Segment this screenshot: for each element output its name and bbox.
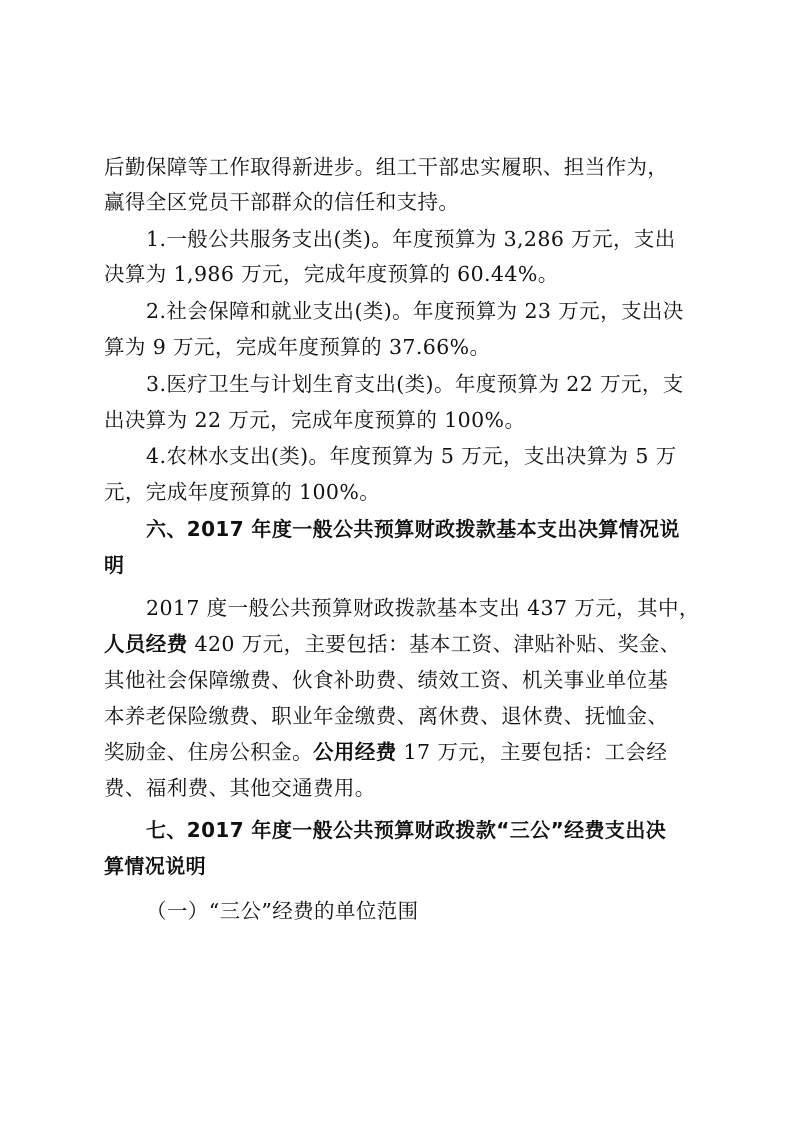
subsection-heading: （一）“三公”经费的单位范围 — [146, 899, 419, 923]
paragraph-line — [104, 630, 681, 658]
paragraph-line — [104, 738, 667, 766]
item-3-line: 3.医疗卫生与计划生育支出(类)。年度预算为 22 万元，支 — [146, 372, 684, 396]
item-4-line: 元，完成年度预算的 100%。 — [104, 480, 381, 504]
personnel-expense-term: 人员经费 — [104, 632, 188, 656]
item-3-line: 出决算为 22 万元，完成年度预算的 100%。 — [104, 408, 526, 432]
item-4-line: 4.农林水支出(类)。年度预算为 5 万元，支出决算为 5 万 — [146, 444, 677, 468]
paragraph-line: 其他社会保障缴费、伙食补助费、绩效工资、机关事业单位基 — [104, 668, 669, 692]
paragraph-text: 17 万元，主要包括：工会经 — [396, 740, 668, 764]
item-2-line: 2.社会保障和就业支出(类)。年度预算为 23 万元，支出决 — [146, 299, 684, 323]
section-heading-6-cont: 明 — [104, 553, 125, 577]
section-heading-6: 六、2017 年度一般公共预算财政拨款基本支出决算情况说 — [146, 517, 680, 541]
paragraph-line: 后勤保障等工作取得新进步。组工干部忠实履职、担当作为， — [104, 155, 669, 179]
item-1-line: 1.一般公共服务支出(类)。年度预算为 3,286 万元，支出 — [146, 227, 676, 251]
paragraph-line: 费、福利费、其他交通费用。 — [104, 776, 376, 800]
public-expense-term: 公用经费 — [313, 740, 397, 764]
paragraph-line: 2017 度一般公共预算财政拨款基本支出 437 万元，其中， — [146, 596, 700, 620]
paragraph-text: 420 万元，主要包括：基本工资、津贴补贴、奖金、 — [187, 632, 681, 656]
section-heading-7-cont: 算情况说明 — [104, 854, 206, 878]
paragraph-line: 赢得全区党员干部群众的信任和支持。 — [104, 190, 460, 214]
paragraph-line: 本养老保险缴费、职业年金缴费、离休费、退休费、抚恤金、 — [104, 704, 669, 728]
item-2-line: 算为 9 万元，完成年度预算的 37.66%。 — [104, 335, 491, 359]
section-heading-7: 七、2017 年度一般公共预算财政拨款“三公”经费支出决 — [146, 818, 667, 842]
item-1-line: 决算为 1,986 万元，完成年度预算的 60.44%。 — [104, 262, 559, 286]
paragraph-text: 奖励金、住房公积金。 — [104, 740, 313, 764]
